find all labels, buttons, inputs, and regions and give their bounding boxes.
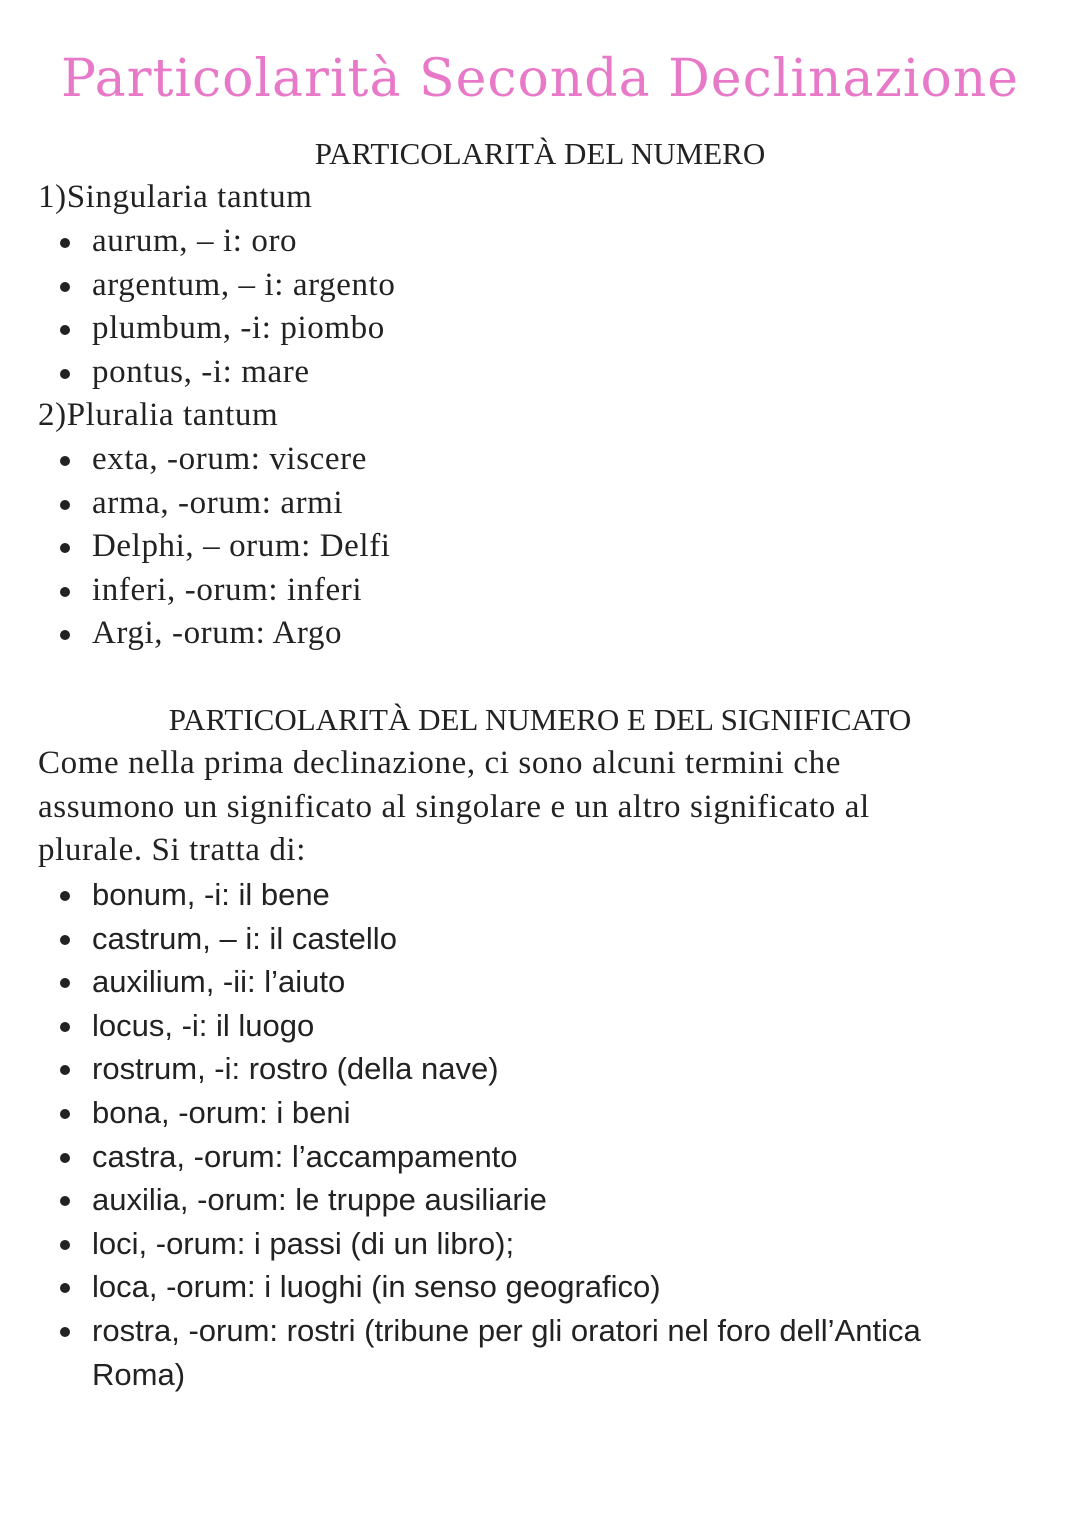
- group-label-singularia: 1)Singularia tantum: [38, 179, 313, 215]
- list-item: bona, -orum: i beni: [38, 1091, 921, 1135]
- paragraph-line: plurale. Si tratta di:: [38, 832, 306, 868]
- list-item: auxilia, -orum: le truppe ausiliarie: [38, 1178, 921, 1222]
- list-item: bonum, -i: il bene: [38, 873, 921, 917]
- meaning-list: [38, 873, 921, 1396]
- list-item: rostra, -orum: rostri (tribune per gli oratori nel foro dell’Antica: [38, 1309, 921, 1353]
- list-item: Delphi, – orum: Delfi: [38, 525, 391, 569]
- list-item: auxilium, -ii: l’aiuto: [38, 960, 921, 1004]
- page-title: Particolarità Seconda Declinazione: [60, 49, 1020, 109]
- paragraph-line: Come nella prima declinazione, ci sono alcuni termini che: [38, 745, 842, 781]
- list-item-continuation: Roma): [92, 1356, 186, 1392]
- singularia-list: [38, 220, 395, 394]
- pluralia-list: [38, 438, 391, 656]
- list-item: inferi, -orum: inferi: [38, 569, 391, 613]
- list-item: arma, -orum: armi: [38, 482, 391, 526]
- list-item: exta, -orum: viscere: [38, 438, 391, 482]
- list-item: locus, -i: il luogo: [38, 1004, 921, 1048]
- list-item: loca, -orum: i luoghi (in senso geografico): [38, 1265, 921, 1309]
- group-label-pluralia: 2)Pluralia tantum: [38, 397, 279, 433]
- list-item: rostrum, -i: rostro (della nave): [38, 1047, 921, 1091]
- list-item: pontus, -i: mare: [38, 351, 395, 395]
- list-item: argentum, – i: argento: [38, 264, 395, 308]
- list-item: castrum, – i: il castello: [38, 917, 921, 961]
- list-item: Argi, -orum: Argo: [38, 612, 391, 656]
- intro-paragraph: [38, 742, 1048, 873]
- section-heading-numero-significato: PARTICOLARITÀ DEL NUMERO E DEL SIGNIFICATO: [168, 702, 912, 737]
- section-heading-numero: PARTICOLARITÀ DEL NUMERO: [314, 136, 766, 171]
- paragraph-line: assumono un significato al singolare e un altro significato al: [38, 788, 870, 825]
- list-item: aurum, – i: oro: [38, 220, 395, 264]
- list-item: loci, -orum: i passi (di un libro);: [38, 1222, 921, 1266]
- list-item: castra, -orum: l’accampamento: [38, 1135, 921, 1179]
- list-item: plumbum, -i: piombo: [38, 307, 395, 351]
